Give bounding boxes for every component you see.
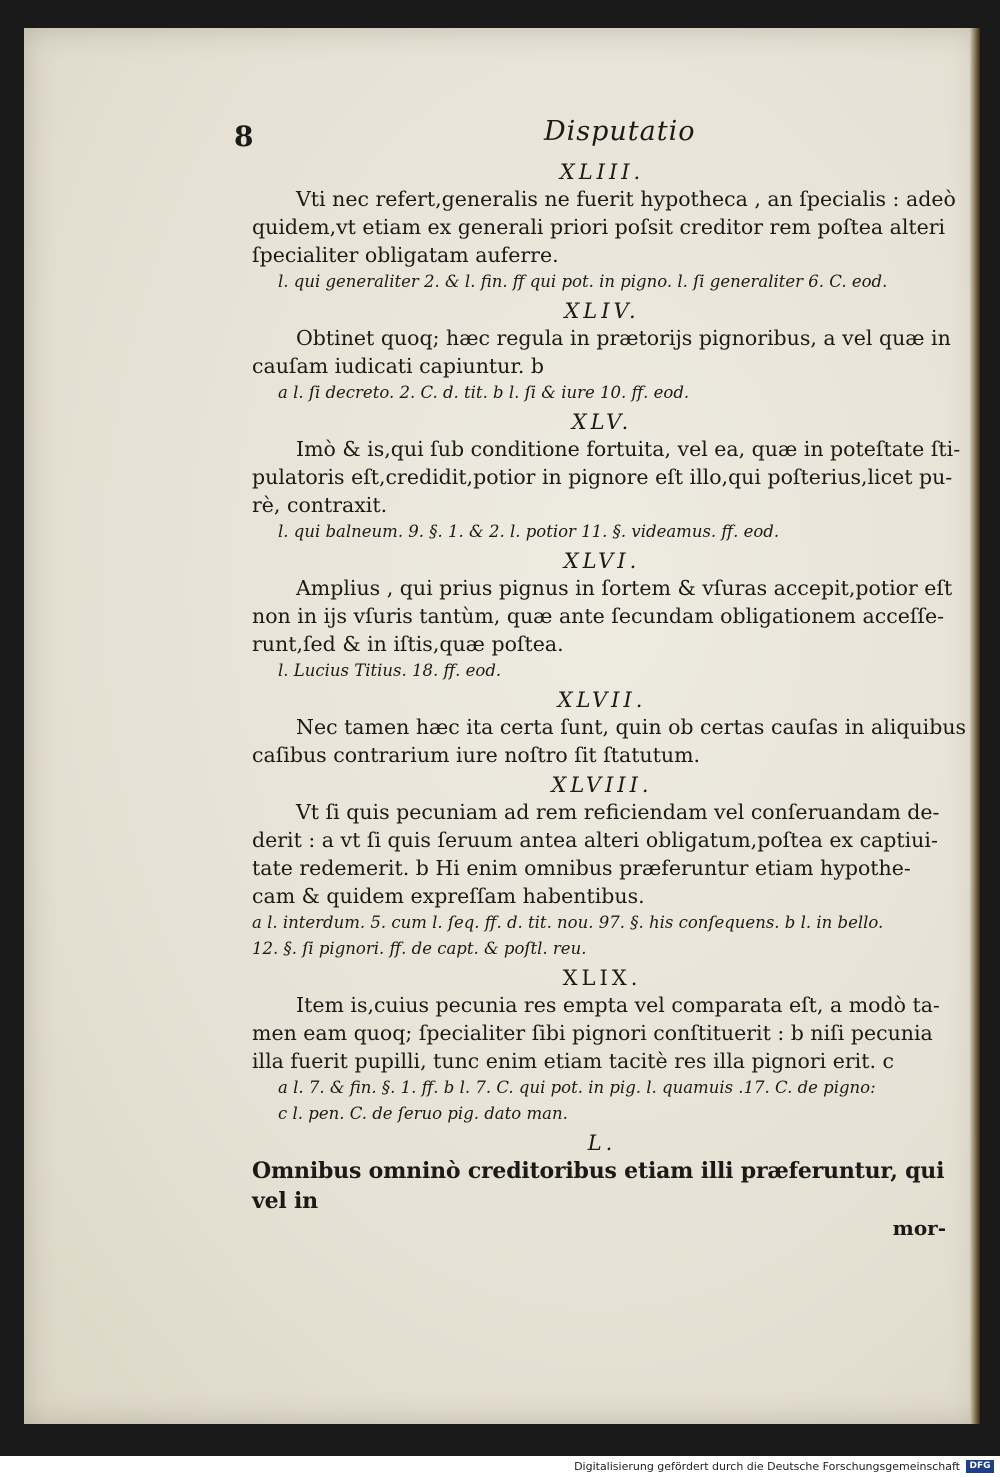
text-line: illa fuerit pupilli, tunc enim etiam tacitè res illa pignori erit. c (252, 1049, 894, 1073)
citation-line: l. qui balneum. 9. §. 1. & 2. l. potior 11. §. videamus. ff. eod. (278, 522, 780, 541)
book-spine-edge (970, 28, 980, 1424)
citation (252, 910, 952, 962)
text-line: Obtinet quoq; hæc regula in prætorijs pignoribus, a vel quæ in (296, 326, 951, 350)
final-text-line: Omnibus omninò creditoribus etiam illi præferuntur, qui vel in (252, 1158, 945, 1214)
text-line: cauſam iudicati capiuntur. b (252, 354, 545, 378)
text-line: ſpecialiter obligatam auferre. (252, 243, 559, 267)
citation-line: a l. ſi decreto. 2. C. d. tit. b l. ſi & iure 10. ff. eod. (278, 383, 690, 402)
text-line: Vti nec refert,generalis ne fuerit hypotheca , an ſpecialis : adeò (296, 187, 956, 211)
text-line: tate redemerit. b Hi enim omnibus præferuntur etiam hypothe- (252, 856, 911, 880)
citation-line: a l. 7. & fin. §. 1. ff. b l. 7. C. qui pot. in pig. l. quamuis .17. C. de pigno: (278, 1078, 876, 1097)
citation (252, 658, 952, 684)
citation-line: c l. pen. C. de ſeruo pig. dato man. (278, 1104, 568, 1123)
text-line: quidem,vt etiam ex generali priori poſsit creditor rem poſtea alteri (252, 215, 946, 239)
text-line: derit : a vt ſi quis ſeruum antea alteri obligatum,poſtea ex captiui- (252, 828, 938, 852)
text-line: men eam quoq; ſpecialiter ſibi pignori conſtituerit : b niſi pecunia (252, 1021, 933, 1045)
running-title: Disputatio (544, 116, 696, 147)
book-page (24, 28, 980, 1424)
text-line: cam & quidem expreſſam habentibus. (252, 884, 645, 908)
section-numeral: XLVII. (557, 688, 647, 712)
text-line: rè, contraxit. (252, 493, 388, 517)
section-numeral: XLVIII. (551, 773, 653, 797)
section-text (252, 574, 952, 658)
section-text (252, 324, 952, 380)
digitization-footer (0, 1456, 1000, 1477)
citation (252, 269, 952, 295)
section-numeral: L. (587, 1131, 617, 1155)
citation-line: a l. interdum. 5. cum l. ſeq. ff. d. tit. nou. 97. §. his conſequens. b l. in bello. (252, 913, 884, 932)
citation (252, 380, 952, 406)
section-text (252, 798, 952, 910)
section-numeral: XLIX. (562, 966, 642, 990)
section-numeral: XLIV. (564, 299, 640, 323)
text-line: Nec tamen hæc ita certa ſunt, quin ob certas cauſas in aliquibus (296, 715, 967, 739)
citation (252, 1075, 952, 1127)
citation-line: 12. §. ſi pignori. ff. de capt. & poſtl. reu. (252, 939, 587, 958)
section-text (252, 713, 967, 769)
text-line: Item is,cuius pecunia res empta vel comparata eſt, a modò ta- (296, 993, 940, 1017)
text-line: pulatoris eſt,credidit,potior in pignore eſt illo,qui poſterius,licet pu- (252, 465, 953, 489)
footer-text: Digitalisierung gefördert durch die Deutsche Forschungsgemeinschaft (574, 1460, 960, 1473)
page-number: 8 (234, 120, 254, 153)
citation-line: l. Lucius Titius. 18. ff. eod. (278, 661, 502, 680)
section-numeral: XLV. (571, 410, 633, 434)
text-line: caſibus contrarium iure noſtro ſit ſtatutum. (252, 743, 701, 767)
text-line: runt,ſed & in iſtis,quæ poſtea. (252, 632, 564, 656)
citation (252, 519, 952, 545)
section-text (252, 991, 952, 1075)
text-line: Vt ſi quis pecuniam ad rem reficiendam vel conſeruandam de- (296, 800, 940, 824)
page-body (252, 156, 967, 1240)
section-numeral: XLIII. (559, 160, 645, 184)
catchword: mor- (892, 1216, 946, 1240)
section-text (252, 435, 961, 519)
section-numeral: XLVI. (563, 549, 641, 573)
section-text (252, 185, 956, 269)
citation-line: l. qui generaliter 2. & l. fin. ff qui pot. in pigno. l. ſi generaliter 6. C. eod. (278, 272, 888, 291)
text-line: non in ijs vſuris tantùm, quæ ante ſecundam obligationem acceſſe- (252, 604, 945, 628)
text-line: Imò & is,qui ſub conditione fortuita, vel ea, quæ in poteſtate ſti- (296, 437, 961, 461)
dfg-logo-icon: DFG (966, 1460, 994, 1473)
text-line: Amplius , qui prius pignus in ſortem & vſuras accepit,potior eſt (296, 576, 953, 600)
